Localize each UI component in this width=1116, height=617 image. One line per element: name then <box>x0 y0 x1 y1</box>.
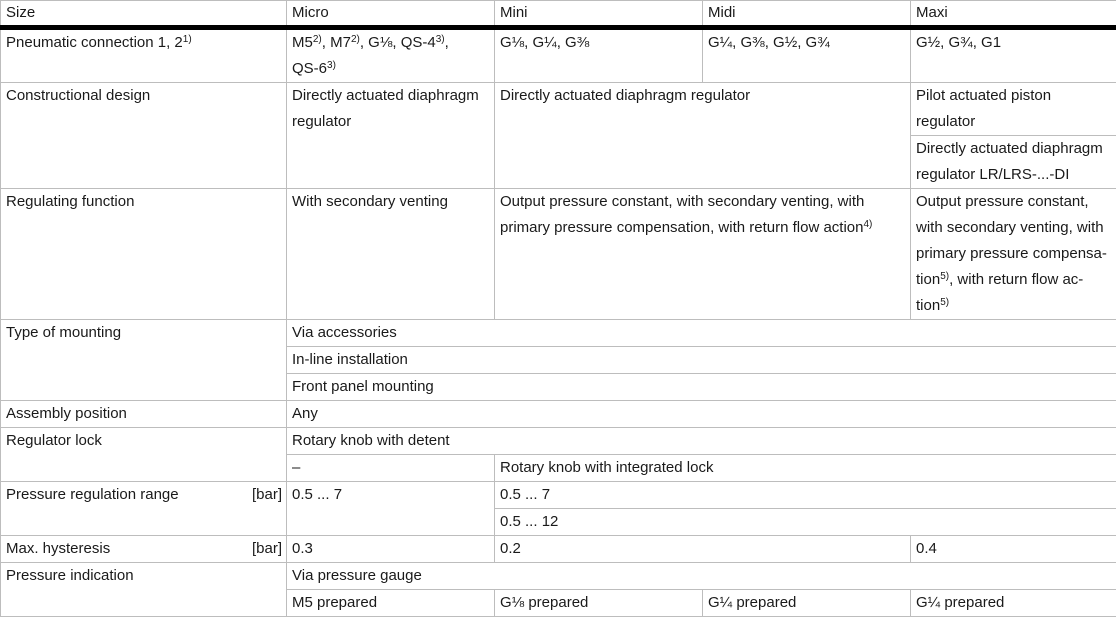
assembly-value: Any <box>287 401 1116 428</box>
pneumatic-label: Pneumatic connection 1, 2$^{1)}$ <box>1 28 287 83</box>
assembly-label: Assembly position <box>1 401 287 428</box>
mounting-option-inline: In-line installation <box>287 347 1116 374</box>
indication-row-1 <box>1 563 1116 590</box>
indication-label: Pressure indication <box>1 563 287 617</box>
indication-micro: M5 prepared <box>287 590 495 617</box>
hysteresis-unit: [bar] <box>252 536 282 562</box>
header-maxi: Maxi <box>911 1 1116 28</box>
range-micro: 0.5 ... 7 <box>287 482 495 536</box>
hysteresis-maxi: 0.4 <box>911 536 1116 563</box>
constructional-label: Constructional design <box>1 83 287 189</box>
mounting-option-front-panel: Front panel mounting <box>287 374 1116 401</box>
hysteresis-micro: 0.3 <box>287 536 495 563</box>
range-unit: [bar] <box>252 482 282 508</box>
regulating-label: Regulating function <box>1 189 287 320</box>
lock-row-1 <box>1 428 1116 455</box>
regulating-mini-midi: Output pressure constant, with secondary venting, with primary pressure compensation, with return flow action$^{4)}$ <box>495 189 911 320</box>
lock-others: Rotary knob with integrated lock <box>495 455 1116 482</box>
lock-all: Rotary knob with detent <box>287 428 1116 455</box>
indication-mini: G⅛ prepared <box>495 590 703 617</box>
pneumatic-maxi: G½, G¾, G1 <box>911 28 1116 83</box>
constructional-mini-midi: Directly actuated diaphragm regulator <box>495 83 911 189</box>
lock-micro: – <box>287 455 495 482</box>
range-label: [bar] Pressure regulation range <box>1 482 287 536</box>
pneumatic-row <box>1 28 1116 83</box>
pneumatic-micro: M5$^{2)}$, M7$^{2)}$, G⅛, QS-4$^{3)}$, QS-6$^{3)}$ <box>287 28 495 83</box>
header-size: Size <box>1 1 287 28</box>
pneumatic-midi: G¼, G⅜, G½, G¾ <box>703 28 911 83</box>
mounting-option-accessories: Via accessories <box>287 320 1116 347</box>
range-others-1: 0.5 ... 7 <box>495 482 1116 509</box>
mounting-label: Type of mounting <box>1 320 287 401</box>
hysteresis-label: [bar] Max. hysteresis <box>1 536 287 563</box>
indication-all: Via pressure gauge <box>287 563 1116 590</box>
constructional-maxi-b: Directly actuated diaphragm regulator LR/LRS-...-DI <box>911 136 1116 189</box>
regulating-micro: With secondary venting <box>287 189 495 320</box>
constructional-row-1 <box>1 83 1116 136</box>
indication-midi: G¼ prepared <box>703 590 911 617</box>
header-micro: Micro <box>287 1 495 28</box>
hysteresis-row <box>1 536 1116 563</box>
assembly-row <box>1 401 1116 428</box>
constructional-maxi-a: Pilot actuated piston regulator <box>911 83 1116 136</box>
pneumatic-mini: G⅛, G¼, G⅜ <box>495 28 703 83</box>
lock-label: Regulator lock <box>1 428 287 482</box>
header-row <box>1 1 1116 28</box>
constructional-micro: Directly actuated diaphragm regulator <box>287 83 495 189</box>
mounting-row-1 <box>1 320 1116 347</box>
header-mini: Mini <box>495 1 703 28</box>
range-row-1 <box>1 482 1116 509</box>
range-others-2: 0.5 ... 12 <box>495 509 1116 536</box>
indication-maxi: G¼ prepared <box>911 590 1116 617</box>
regulating-maxi: Output pressure constant, with secondary venting, with primary pressure compensa- tion$^{5)}$, with return flow ac- tion$^{5)}$ <box>911 189 1116 320</box>
hysteresis-mini-midi: 0.2 <box>495 536 911 563</box>
regulating-row <box>1 189 1116 320</box>
header-midi: Midi <box>703 1 911 28</box>
